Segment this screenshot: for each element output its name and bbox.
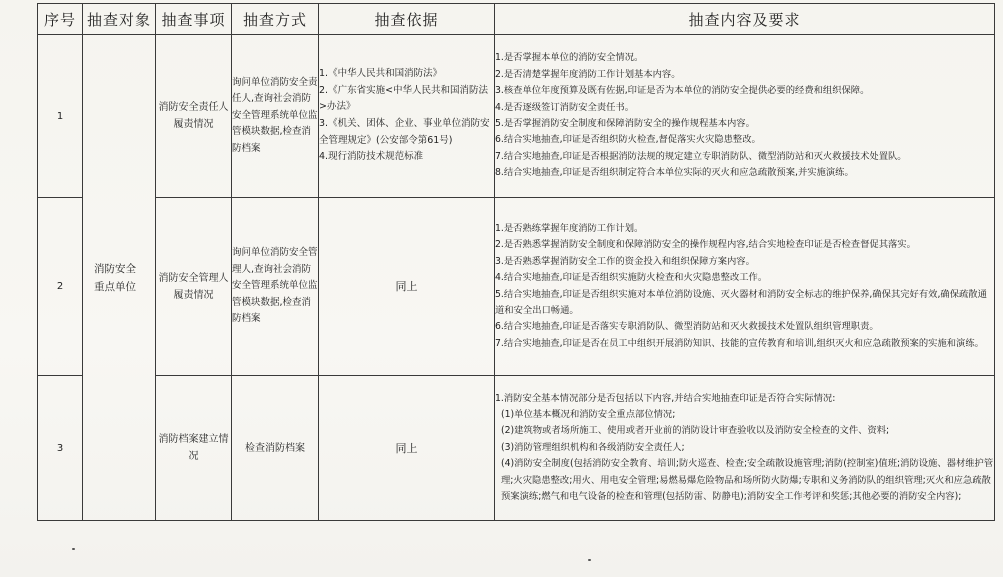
object-text: 消防安全重点单位 [94,262,136,293]
inspection-content [495,198,995,376]
content-line: 2.是否清楚掌握年度消防工作计划基本内容。 [495,68,681,80]
inspection-table [37,3,995,521]
inspection-basis [319,376,495,521]
method-text: 询问单位消防安全管理人,查询社会消防安全管理系统单位监管模块数据,检查消防档案 [232,247,318,325]
content-line: (3)消防管理组织机构和各级消防安全责任人; [501,441,685,453]
content-line: 8.结合实地抽查,印证是否组织制定符合本单位实际的灭火和应急疏散预案,并实施演练。 [495,167,854,179]
row-number: 1 [38,35,83,198]
item-text: 消防安全责任人履责情况 [158,102,229,130]
basis-line: 3.《机关、团体、企业、事业单位消防安全管理规定》(公安部令第61号) [319,118,490,146]
basis-line: 1.《中华人民共和国消防法》 [319,68,443,80]
table-row [38,35,995,198]
content-line: 5.是否掌握消防安全制度和保障消防安全的操作规程基本内容。 [495,118,755,129]
basis-same-text: 同上 [395,280,418,293]
table-header-row [38,4,995,35]
inspection-content [495,35,995,198]
content-line: 1.是否熟练掌握年度消防工作计划。 [495,222,644,234]
content-line: 5.结合实地抽查,印证是否组织实施对本单位消防设施、灭火器材和消防安全标志的维护保养,确保其完好有效,确保疏散通道和安全出口畅通。 [495,288,987,316]
inspection-item [156,35,232,198]
method-text: 检查消防档案 [245,442,305,454]
inspection-item [156,198,232,376]
paper-speck [72,548,75,550]
content-line: (2)建筑物或者场所施工、使用或者开业前的消防设计审查验收以及消防安全检查的文件、资料; [501,425,890,437]
content-line: 6.结合实地抽查,印证是否组织防火检查,督促落实火灾隐患整改。 [495,134,761,146]
header-content: 抽查内容及要求 [495,4,995,35]
content-line: 4.是否逐级签订消防安全责任书。 [495,101,635,113]
inspection-basis [319,35,495,198]
inspection-object [83,35,156,521]
table-row [38,198,995,376]
content-line: (4)消防安全制度(包括消防安全教育、培训;防火巡查、检查;安全疏散设施管理;消防(控制室)值班;消防设施、器材维护管理;火灾隐患整改;用火、用电安全管理;易燃易爆危险物品和场所防火防爆;专职和义务消防队的组织管理;灭火和应急疏散预案演练;燃气和电气设备的检查和管理(包括防雷、防静电);消防安全工作考评和奖惩;其他必要的消防安全内容); [501,458,994,503]
row-number: 3 [38,376,83,521]
content-line: 2.是否熟悉掌握消防安全制度和保障消防安全的操作规程内容,结合实地检查印证是否检查督促其落实。 [495,239,916,251]
basis-line: 4.现行消防技术规范标准 [319,151,424,163]
header-object: 抽查对象 [83,4,156,35]
content-line: 7.结合实地抽查,印证是否在员工中组织开展消防知识、技能的宣传教育和培训,组织灭火和应急疏散预案的实施和演练。 [495,337,984,349]
inspection-basis [319,198,495,376]
inspection-method [232,198,319,376]
content-line: (1)单位基本概况和消防安全重点部位情况; [501,408,676,420]
item-text: 消防档案建立情况 [158,434,229,462]
inspection-item [156,376,232,521]
method-text: 询问单位消防安全责任人,查询社会消防安全管理系统单位监管模块数据,检查消防档案 [232,76,318,154]
content-line: 1.消防安全基本情况部分是否包括以下内容,并结合实地抽查印证是否符合实际情况: [495,392,836,404]
content-line: 6.结合实地抽查,印证是否落实专职消防队、微型消防站和灭火救援技术处置队组织管理职责。 [495,321,879,333]
inspection-content [495,376,995,521]
basis-line: 2.《广东省实施<中华人民共和国消防法>办法》 [319,84,489,113]
content-line: 4.结合实地抽查,印证是否组织实施防火检查和火灾隐患整改工作。 [495,272,768,284]
header-no: 序号 [38,4,83,35]
content-line: 1.是否掌握本单位的消防安全情况。 [495,52,644,64]
paper-speck [588,559,591,561]
content-line: 7.结合实地抽查,印证是否根据消防法规的规定建立专职消防队、微型消防站和灭火救援技术处置队。 [495,150,907,162]
header-method: 抽查方式 [232,4,319,35]
content-line: 3.核查单位年度预算及既有佐据,印证是否为本单位的消防安全提供必要的经费和组织保障。 [495,85,870,97]
row-number: 2 [38,198,83,376]
inspection-method [232,376,319,521]
content-line: 3.是否熟悉掌握消防安全工作的资金投入和组织保障方案内容。 [495,255,755,267]
header-basis: 抽查依据 [319,4,495,35]
basis-same-text: 同上 [395,441,418,455]
header-item: 抽查事项 [156,4,232,35]
item-text: 消防安全管理人履责情况 [158,272,229,301]
inspection-method [232,35,319,198]
table-row [38,376,995,521]
